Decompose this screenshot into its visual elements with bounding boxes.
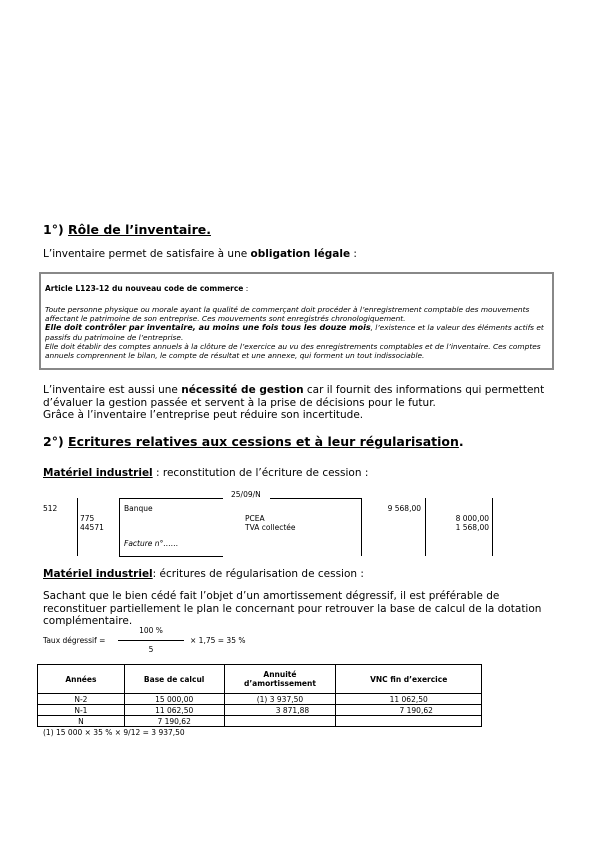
section1-heading [43, 222, 211, 237]
taux-label: Taux dégressif = [43, 636, 106, 645]
article-title-suffix: : [243, 284, 249, 293]
journal-line-bottom [119, 556, 223, 557]
section2-number: 2°) [43, 434, 64, 449]
intro-paragraph [43, 248, 357, 261]
header-annuite: Annuité d’amortissement [224, 665, 336, 694]
article-body [45, 305, 550, 360]
table-cell: 7 190,62 [336, 705, 482, 716]
journal-sep-4 [425, 498, 426, 556]
table-cell: N-2 [38, 694, 125, 705]
journal-debit-label: Banque [124, 504, 153, 513]
p2-c: car il fournit des informations qui permettent d’évaluer la gestion passée et servent à la prise de décisions pour le futur. [43, 384, 545, 409]
taux-result: × 1,75 = 35 % [190, 636, 246, 645]
materiel1-text: : reconstitution de l’écriture de cession : [152, 467, 369, 479]
article-title [45, 284, 248, 293]
header-base: Base de calcul [124, 665, 224, 694]
journal-credit-account: 775 [80, 514, 95, 523]
journal-sep-1 [77, 498, 78, 556]
taux-numerator: 100 % [139, 626, 163, 635]
journal-credit-amount: 1 568,00 [455, 523, 489, 532]
journal-credit-label: PCEA [245, 514, 265, 523]
amortization-table [37, 664, 482, 727]
header-annees: Années [38, 665, 125, 694]
table-cell: N-1 [38, 705, 125, 716]
section2-title-end: . [458, 434, 464, 449]
journal-line-top-left [119, 498, 223, 499]
section2-title: Ecritures relatives aux cessions et à leur régularisation [68, 434, 459, 449]
p2-a: L’inventaire est aussi une [43, 384, 182, 396]
article-box [39, 272, 554, 370]
p2-d: Grâce à l’inventaire l’entreprise peut réduire son incertitude. [43, 409, 364, 421]
materiel1-line [43, 467, 368, 480]
journal-credit-account: 44571 [80, 523, 104, 532]
journal-sep-3 [361, 498, 362, 556]
intro-bold: obligation légale [250, 248, 351, 260]
section1-title: Rôle de l’inventaire. [68, 222, 211, 237]
taux-denominator: 5 [148, 645, 154, 654]
table-cell: 7 190,62 [124, 716, 224, 727]
journal-date: 25/09/N [231, 490, 261, 499]
table-cell: 15 000,00 [124, 694, 224, 705]
paragraph-gestion [43, 384, 553, 422]
journal-debit-account: 512 [43, 504, 58, 513]
table-cell [336, 716, 482, 727]
table-row [38, 705, 482, 716]
journal-debit-amount: 9 568,00 [387, 504, 421, 513]
journal-reference: Facture n°…… [124, 539, 179, 548]
p2-bold: nécessité de gestion [181, 384, 304, 396]
article-line2-bold: Elle doit contrôler par inventaire, au moins une fois tous les douze mois [45, 323, 371, 333]
table-cell: 3 871,88 [224, 705, 336, 716]
article-line1: Toute personne physique ou morale ayant la qualité de commerçant doit procéder à l’enregistrement comptable des mouvements affectant le patrimoine de son entreprise. Ces mouvements sont enregistrés chronologiquement. [45, 305, 530, 324]
table-footnote: (1) 15 000 × 35 % × 9/12 = 3 937,50 [43, 728, 185, 737]
intro-text: L’inventaire permet de satisfaire à une [43, 248, 251, 260]
journal-sep-2 [119, 498, 120, 556]
section1-number: 1°) [43, 222, 64, 237]
section2-heading [43, 434, 464, 449]
table-cell [224, 716, 336, 727]
intro-end: : [350, 248, 357, 260]
article-line3: Elle doit établir des comptes annuels à la clôture de l’exercice au vu des enregistrements comptables et de l’inventaire. Ces comptes annuels comprennent le bilan, le compte de résultat et une annexe, qui forment un tout indissociable. [45, 341, 541, 361]
article-title-text: Article L123-12 du nouveau code de commerce [45, 284, 244, 293]
materiel2-label: Matériel industriel [43, 568, 153, 580]
table-cell: 11 062,50 [336, 694, 482, 705]
article-line2-rest: , l’existence et la valeur des éléments actifs et passifs du patrimoine de l’entreprise. [45, 323, 544, 342]
table-header-row [38, 665, 482, 694]
journal-sep-5 [492, 498, 493, 556]
materiel2-line [43, 568, 364, 581]
paragraph-degressif: Sachant que le bien cédé fait l’objet d’un amortissement dégressif, il est préférable de reconstituer partiellement le plan le concernant pour retrouver la base de calcul de la dotation complémentaire. [43, 590, 542, 627]
materiel1-label: Matériel industriel [43, 467, 153, 479]
journal-credit-label: TVA collectée [245, 523, 296, 532]
table-cell: 11 062,50 [124, 705, 224, 716]
table-cell: (1) 3 937,50 [224, 694, 336, 705]
table-row [38, 694, 482, 705]
journal-credit-amount: 8 000,00 [455, 514, 489, 523]
journal-line-top-right [270, 498, 361, 499]
materiel2-text: : écritures de régularisation de cession : [152, 568, 364, 580]
table-row [38, 716, 482, 727]
table-cell: N [38, 716, 125, 727]
taux-fraction-bar [118, 640, 184, 641]
header-vnc: VNC fin d’exercice [336, 665, 482, 694]
